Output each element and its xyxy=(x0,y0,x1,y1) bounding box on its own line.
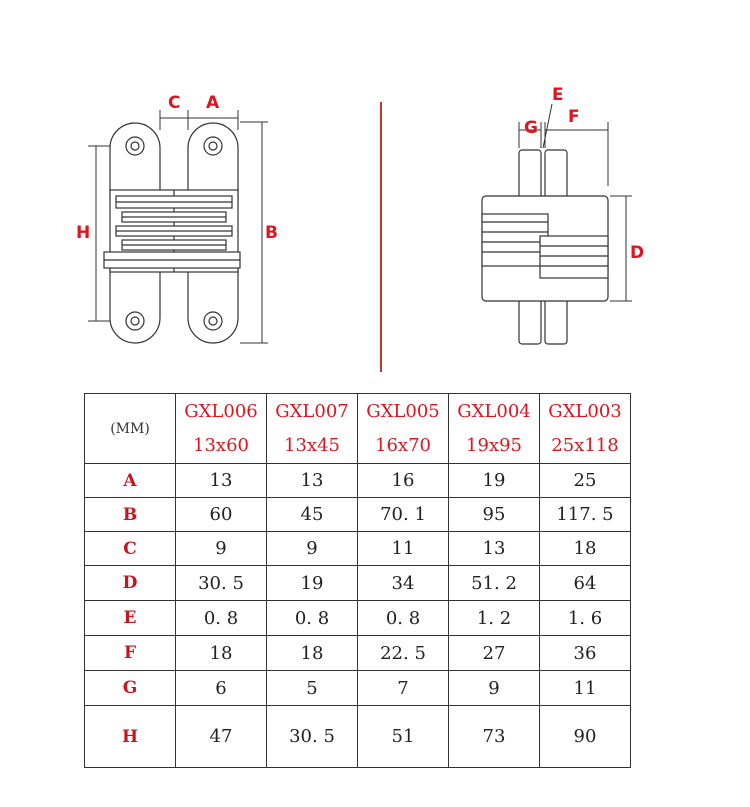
header-row-codes xyxy=(85,394,631,429)
table-cell: 36 xyxy=(540,636,631,671)
model-size: 13x45 xyxy=(267,428,358,464)
table-cell: 22. 5 xyxy=(358,636,449,671)
row-label: E xyxy=(85,601,176,636)
unit-header: (MM) xyxy=(85,394,176,464)
table-cell: 13 xyxy=(267,464,358,498)
row-label: F xyxy=(85,636,176,671)
row-label: D xyxy=(85,566,176,601)
dim-label-a: A xyxy=(206,93,220,113)
table-row xyxy=(85,636,631,671)
table-cell: 60 xyxy=(176,498,267,532)
table-cell: 45 xyxy=(267,498,358,532)
table-cell: 6 xyxy=(176,671,267,706)
dim-label-c: C xyxy=(168,93,181,113)
model-code: GXL006 xyxy=(176,394,267,429)
table-cell: 1. 6 xyxy=(540,601,631,636)
hinge-side-view xyxy=(482,150,608,344)
table-cell: 18 xyxy=(176,636,267,671)
table-cell: 18 xyxy=(267,636,358,671)
spec-table xyxy=(84,393,631,768)
table-cell: 16 xyxy=(358,464,449,498)
table-cell: 9 xyxy=(176,532,267,566)
table-cell: 9 xyxy=(449,671,540,706)
dim-label-d: D xyxy=(630,243,645,263)
table-cell: 7 xyxy=(358,671,449,706)
model-code: GXL003 xyxy=(540,394,631,429)
table-cell: 27 xyxy=(449,636,540,671)
table-cell: 70. 1 xyxy=(358,498,449,532)
table-cell: 0. 8 xyxy=(176,601,267,636)
table-cell: 13 xyxy=(449,532,540,566)
model-code: GXL007 xyxy=(267,394,358,429)
row-label: C xyxy=(85,532,176,566)
table-row xyxy=(85,601,631,636)
table-cell: 30. 5 xyxy=(176,566,267,601)
model-code: GXL005 xyxy=(358,394,449,429)
table-row xyxy=(85,498,631,532)
table-cell: 117. 5 xyxy=(540,498,631,532)
table-cell: 9 xyxy=(267,532,358,566)
table-row xyxy=(85,671,631,706)
model-size: 25x118 xyxy=(540,428,631,464)
row-label: G xyxy=(85,671,176,706)
model-size: 16x70 xyxy=(358,428,449,464)
row-label: A xyxy=(85,464,176,498)
table-cell: 30. 5 xyxy=(267,706,358,768)
table-cell: 11 xyxy=(540,671,631,706)
row-label: B xyxy=(85,498,176,532)
model-size: 13x60 xyxy=(176,428,267,464)
table-cell: 34 xyxy=(358,566,449,601)
spec-table-body xyxy=(85,394,631,768)
table-cell: 25 xyxy=(540,464,631,498)
table-cell: 5 xyxy=(267,671,358,706)
model-size: 19x95 xyxy=(449,428,540,464)
dim-label-f: F xyxy=(568,107,580,127)
dim-label-h: H xyxy=(76,223,91,243)
dim-label-e: E xyxy=(552,85,564,105)
table-cell: 0. 8 xyxy=(358,601,449,636)
table-cell: 13 xyxy=(176,464,267,498)
table-cell: 64 xyxy=(540,566,631,601)
model-code: GXL004 xyxy=(449,394,540,429)
table-row xyxy=(85,532,631,566)
table-cell: 11 xyxy=(358,532,449,566)
table-cell: 90 xyxy=(540,706,631,768)
table-row xyxy=(85,464,631,498)
hinge-front-view xyxy=(104,123,240,343)
table-cell: 18 xyxy=(540,532,631,566)
table-cell: 19 xyxy=(449,464,540,498)
dim-label-g: G xyxy=(524,118,538,138)
table-row xyxy=(85,706,631,768)
table-cell: 47 xyxy=(176,706,267,768)
table-cell: 51. 2 xyxy=(449,566,540,601)
dim-label-b: B xyxy=(265,223,278,243)
table-cell: 19 xyxy=(267,566,358,601)
row-label: H xyxy=(85,706,176,768)
table-cell: 51 xyxy=(358,706,449,768)
table-cell: 1. 2 xyxy=(449,601,540,636)
table-cell: 95 xyxy=(449,498,540,532)
table-cell: 0. 8 xyxy=(267,601,358,636)
table-row xyxy=(85,566,631,601)
hinge-diagram xyxy=(0,0,750,380)
table-cell: 73 xyxy=(449,706,540,768)
